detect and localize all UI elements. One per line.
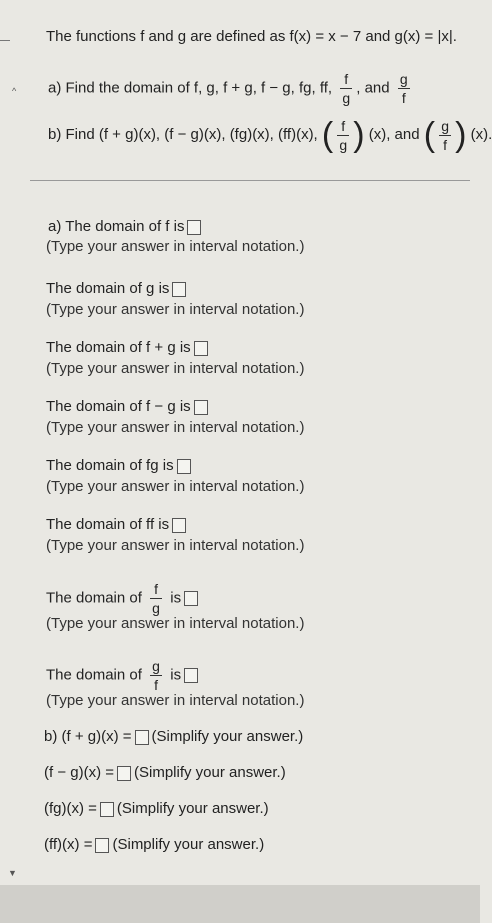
- question-domain-f-minus-g: The domain of f − g is: [46, 398, 211, 416]
- section-divider: [30, 180, 470, 181]
- question-domain-ff: The domain of ff is: [46, 516, 189, 534]
- bottom-bar: [0, 885, 480, 923]
- question-domain-g: The domain of g is: [46, 280, 189, 298]
- part-b-prefix: b) Find (f + g)(x), (f − g)(x), (fg)(x), (ff)(x),: [48, 125, 318, 143]
- answer-box-domain-ff[interactable]: [172, 518, 186, 533]
- question-fg-of-x: (fg)(x) = (Simplify your answer.): [44, 800, 269, 817]
- question-domain-g-over-f: The domain of $\frac{g}{f}$ is: [46, 659, 201, 692]
- answer-box-domain-f-plus-g[interactable]: [194, 341, 208, 356]
- hint-domain-ff: (Type your answer in interval notation.): [46, 537, 305, 554]
- paren-fraction-f-over-g: ( $\frac{f}{g}$ ): [321, 116, 365, 154]
- fraction-g-over-f: $\frac{g}{f}$: [398, 72, 410, 105]
- answer-box-domain-f[interactable]: [187, 220, 201, 235]
- answer-box-ff-of-x[interactable]: [95, 838, 109, 853]
- answer-box-f-minus-g-of-x[interactable]: [117, 766, 131, 781]
- question-ff-of-x: (ff)(x) = (Simplify your answer.): [44, 836, 265, 853]
- part-a-prefix: a) Find the domain of f, g, f + g, f − g, fg, ff,: [48, 79, 333, 97]
- fraction-f-over-g: $\frac{f}{g}$: [340, 72, 352, 105]
- answer-box-domain-f-minus-g[interactable]: [194, 400, 208, 415]
- answer-box-domain-g-over-f[interactable]: [184, 668, 198, 683]
- fraction-g-over-f-q: $\frac{g}{f}$: [150, 659, 162, 692]
- margin-caret: ^: [12, 86, 17, 96]
- part-b-instruction: b) Find (f + g)(x), (f − g)(x), (fg)(x), (ff)(x), ( $\frac{f}{g}$ ) (x), and ( $\frac{g}{f}$ ) (x).: [48, 116, 492, 154]
- hint-domain-g-over-f: (Type your answer in interval notation.): [46, 692, 305, 709]
- hint-domain-g: (Type your answer in interval notation.): [46, 301, 305, 318]
- paren-fraction-g-over-f: ( $\frac{g}{f}$ ): [423, 116, 467, 154]
- question-f-plus-g-of-x: b) (f + g)(x) = (Simplify your answer.): [44, 728, 304, 745]
- answer-box-domain-g[interactable]: [172, 282, 186, 297]
- question-domain-f: a) The domain of f is: [48, 218, 204, 236]
- question-domain-f-over-g: The domain of $\frac{f}{g}$ is: [46, 582, 201, 615]
- hint-domain-fg: (Type your answer in interval notation.): [46, 478, 305, 495]
- fraction-f-over-g-q: $\frac{f}{g}$: [150, 582, 162, 615]
- answer-box-f-plus-g-of-x[interactable]: [135, 730, 149, 745]
- question-domain-fg: The domain of fg is: [46, 457, 194, 475]
- hint-domain-f: (Type your answer in interval notation.): [46, 238, 305, 255]
- margin-tick: [0, 40, 10, 41]
- hint-domain-f-minus-g: (Type your answer in interval notation.): [46, 419, 305, 436]
- answer-box-domain-fg[interactable]: [177, 459, 191, 474]
- part-a-instruction: a) Find the domain of f, g, f + g, f − g, fg, ff, $\frac{f}{g}$ , and $\frac{g}{f}$: [48, 72, 414, 105]
- question-domain-f-plus-g: The domain of f + g is: [46, 339, 211, 357]
- hint-domain-f-over-g: (Type your answer in interval notation.): [46, 615, 305, 632]
- problem-intro: The functions f and g are defined as f(x) = x − 7 and g(x) = |x|.: [46, 28, 457, 45]
- hint-domain-f-plus-g: (Type your answer in interval notation.): [46, 360, 305, 377]
- question-f-minus-g-of-x: (f − g)(x) = (Simplify your answer.): [44, 764, 286, 781]
- scroll-down-icon[interactable]: ▼: [8, 868, 17, 878]
- answer-box-domain-f-over-g[interactable]: [184, 591, 198, 606]
- answer-box-fg-of-x[interactable]: [100, 802, 114, 817]
